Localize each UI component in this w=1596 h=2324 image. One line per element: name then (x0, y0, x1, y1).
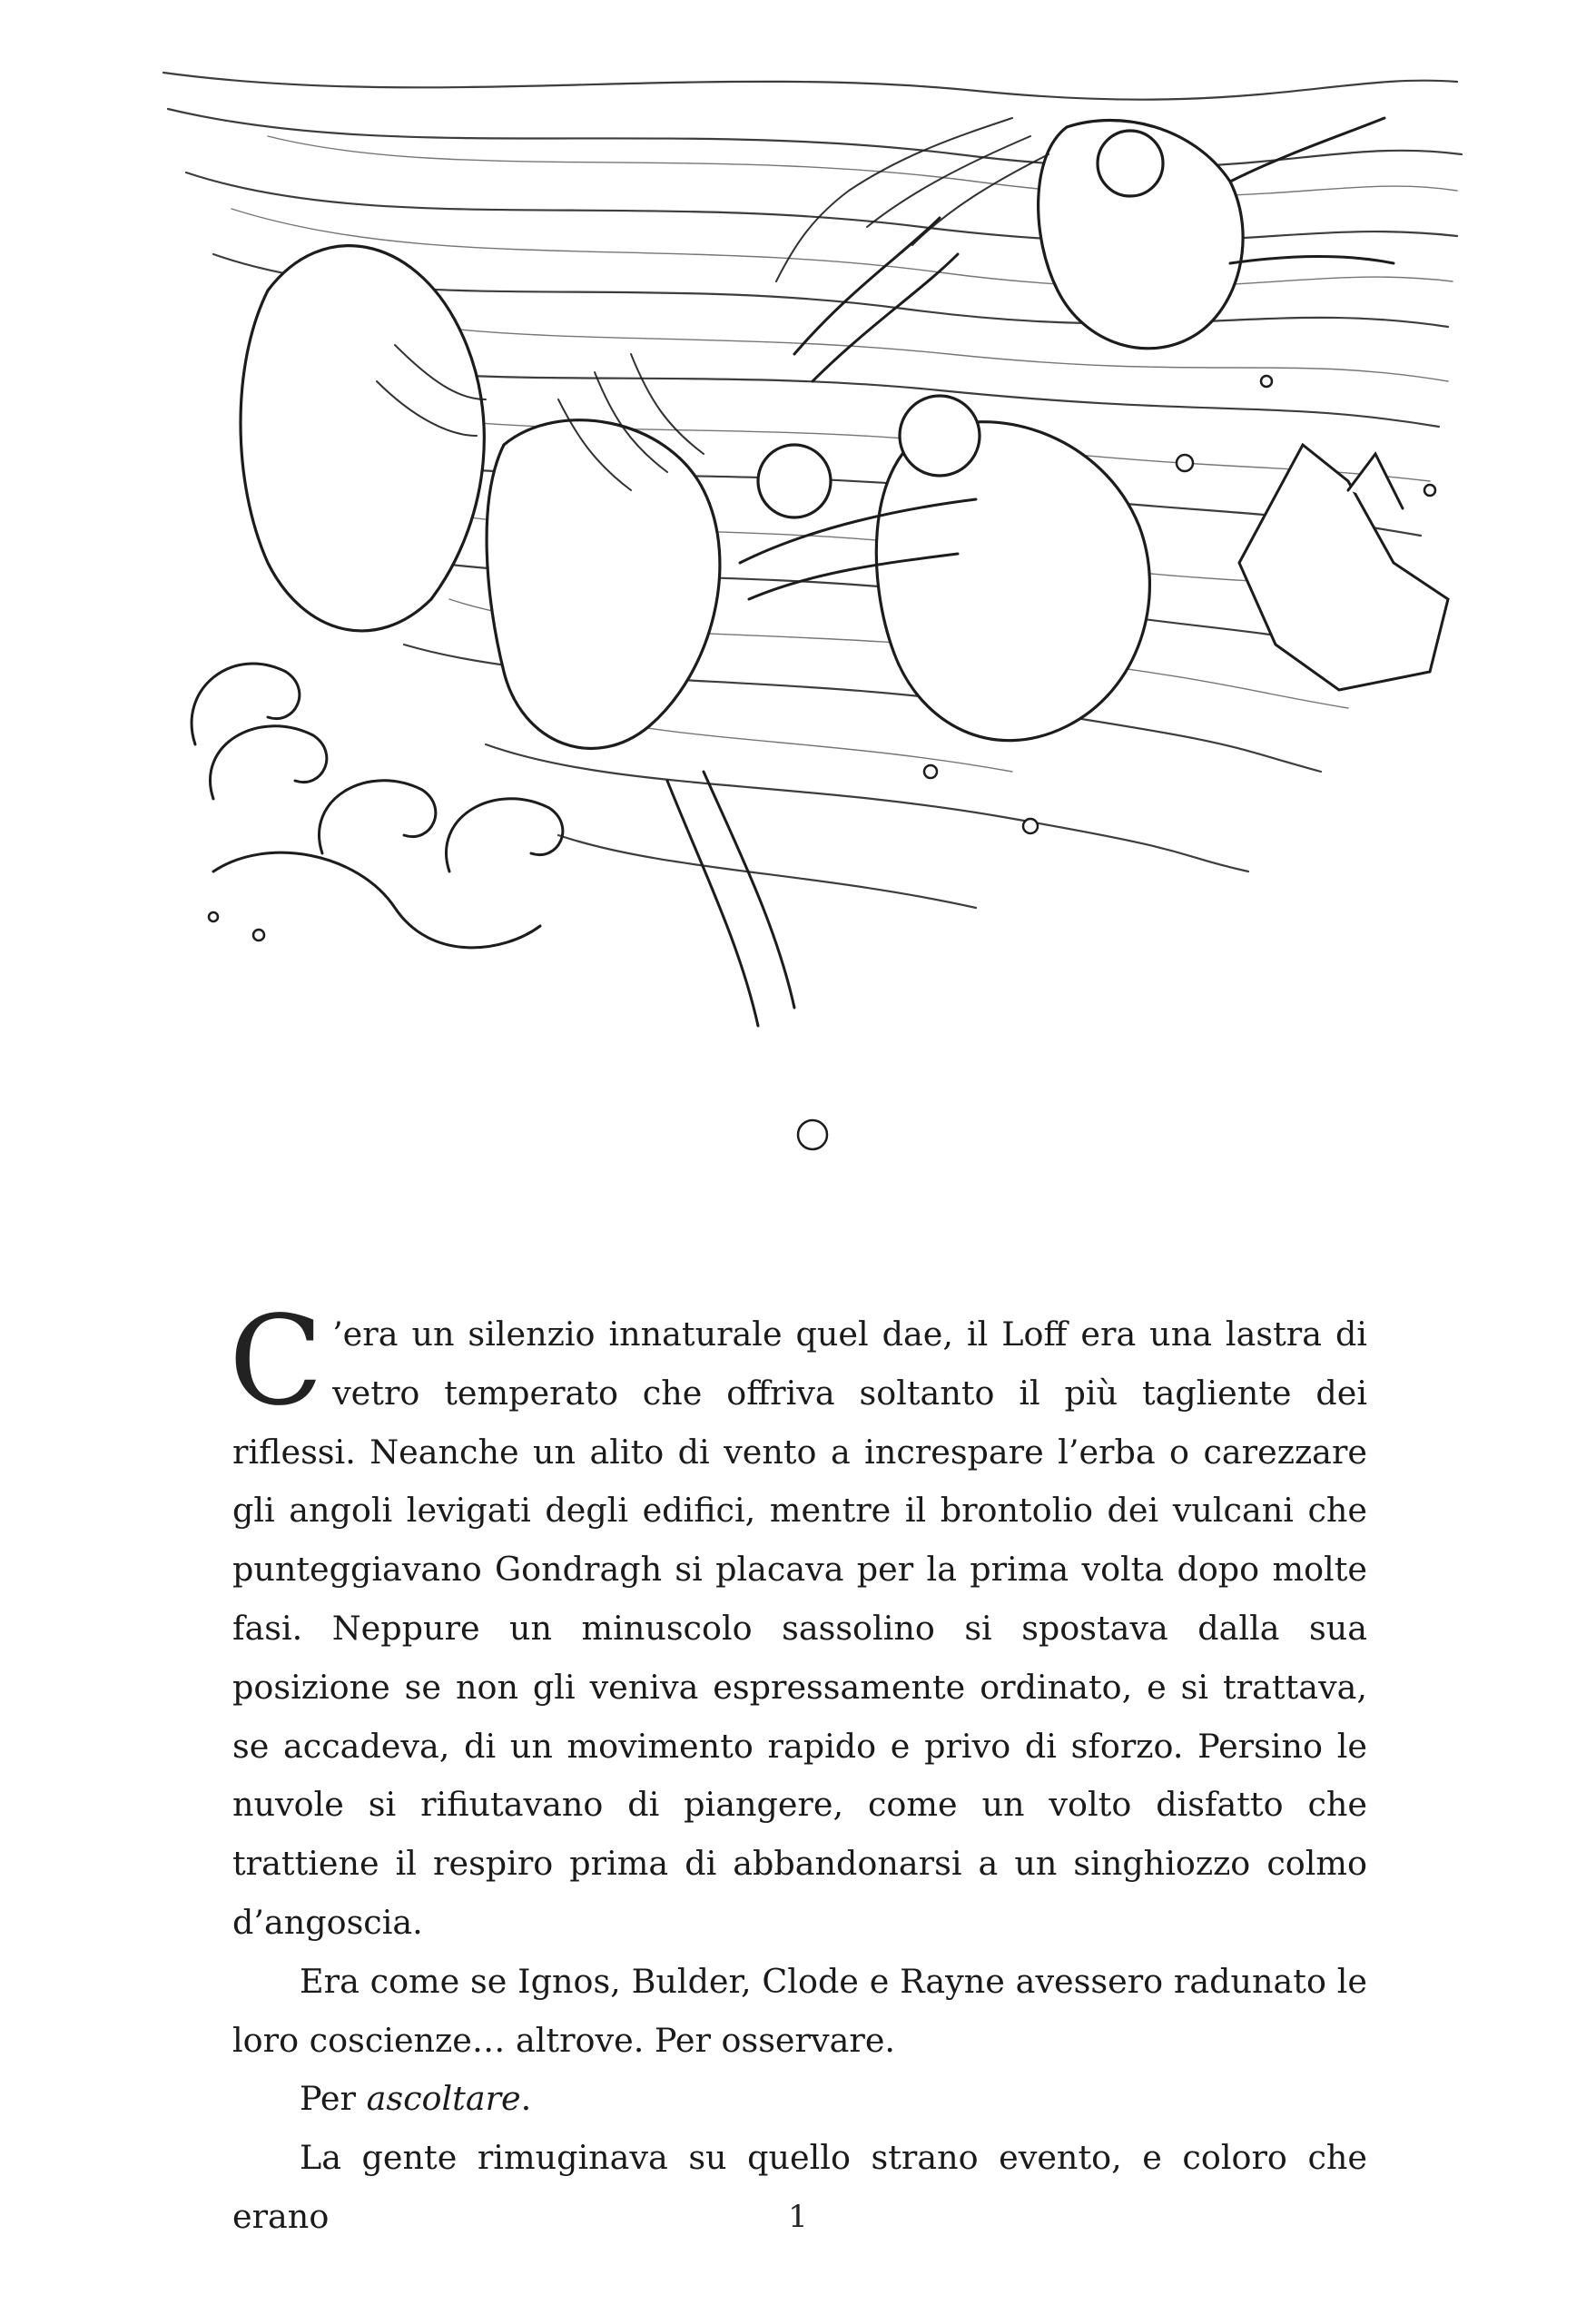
page-number: 1 (788, 2199, 808, 2235)
paragraph-1-text: ’era un silenzio innaturale quel dae, il Loff era una lastra di vetro temperato che offriva soltanto il più tagliente dei riflessi. Neanche un alito di vento a increspare l’erba o carezzare gli angoli levigati degli edifici, mentre il brontolio dei vulcani che punteggiavano Gondragh si placava per la prima volta dopo molte fasi. Neppure un minuscolo sassolino si spostava dalla sua posizione se non gli veniva espressamente ordinato, e si trattava, se accadeva, di un movimento rapido e privo di sforzo. Persino le nuvole si rifiutavano di piangere, come un volto disfatto che trattiene il respiro prima di abbandonarsi a un singhiozzo colmo d’angoscia. (232, 1315, 1367, 1942)
paragraph-3 (232, 2070, 1367, 2129)
drop-cap: C (229, 1290, 324, 1433)
paragraph-3-prefix: Per (300, 2079, 367, 2119)
paragraph-1 (229, 1290, 1367, 1953)
paragraph-3-suffix: . (520, 2079, 532, 2119)
chapter-text (229, 1290, 1367, 2247)
paragraph-2: Era come se Ignos, Bulder, Clode e Rayne avessero radunato le loro coscienze… altrove. Per osservare. (232, 1961, 1367, 2060)
paragraph-3-italic: ascoltare (366, 2079, 521, 2119)
underwater-figures-illustration-icon (159, 54, 1466, 1226)
paragraph-4: La gente rimuginava su quello strano evento, e coloro che erano (232, 2138, 1367, 2236)
